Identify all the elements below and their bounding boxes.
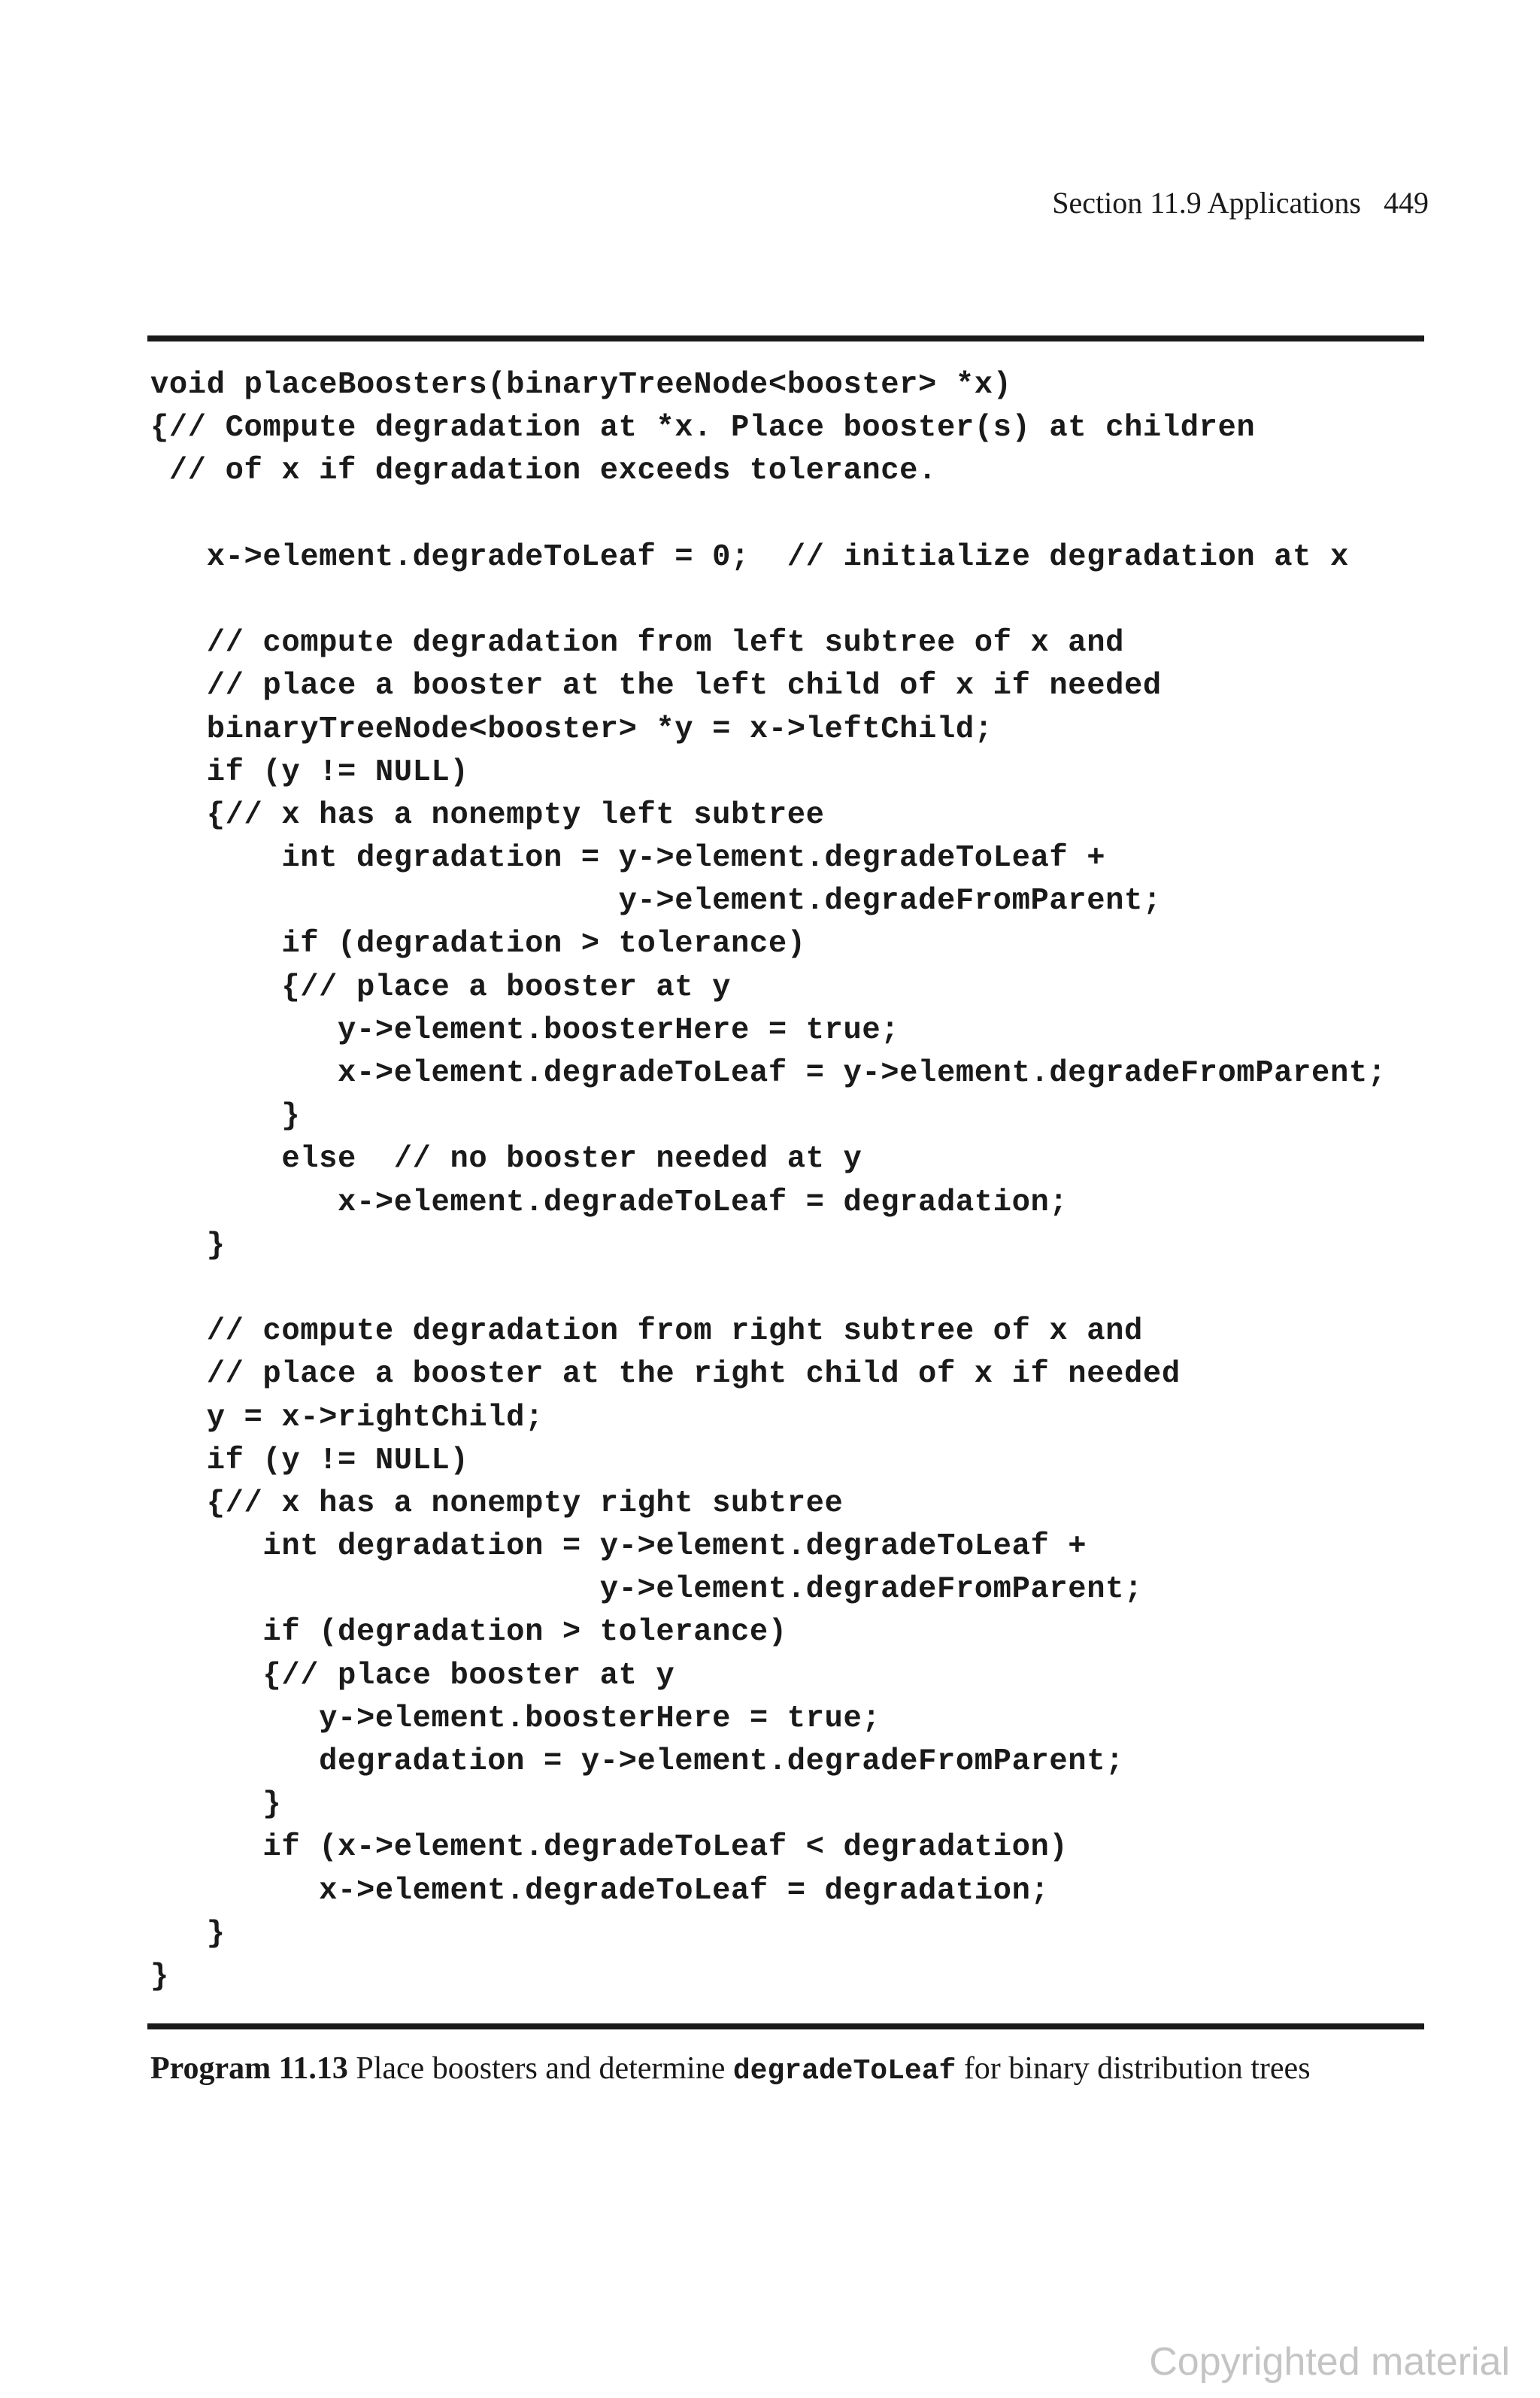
running-title: Section 11.9 Applications: [1052, 186, 1361, 220]
code-line: int degradation = y->element.degradeToLeaf +: [150, 1529, 1087, 1565]
code-line: if (x->element.degradeToLeaf < degradation): [150, 1830, 1069, 1865]
caption-code-term: degradeToLeaf: [732, 2055, 956, 2087]
caption-label: Program 11.13: [150, 2051, 348, 2086]
code-line: void placeBoosters(binaryTreeNode<booster> *x): [150, 368, 1012, 402]
code-listing: [150, 364, 1421, 1999]
code-line: // place a booster at the right child of x if needed: [150, 1357, 1181, 1392]
code-line: }: [150, 1099, 301, 1134]
code-line: }: [150, 1787, 282, 1823]
code-line: y->element.boosterHere = true;: [150, 1012, 900, 1048]
copyright-watermark: Copyrighted material: [1149, 2340, 1510, 2384]
code-line: {// x has a nonempty right subtree: [150, 1486, 844, 1521]
page-number: 449: [1384, 186, 1429, 220]
code-line: [150, 579, 1421, 622]
code-line: if (y != NULL): [150, 1443, 469, 1478]
code-line: else // no booster needed at y: [150, 1142, 862, 1177]
code-line: [150, 493, 1421, 536]
program-caption: [150, 2046, 1421, 2094]
code-line: {// place a booster at y: [150, 970, 732, 1005]
code-line: }: [150, 1228, 226, 1263]
code-line: y->element.boosterHere = true;: [150, 1701, 881, 1736]
bottom-rule: [147, 2023, 1424, 2029]
code-line: [150, 1267, 1421, 1310]
code-line: y->element.degradeFromParent;: [150, 1572, 1143, 1607]
code-line: y = x->rightChild;: [150, 1400, 544, 1435]
code-line: x->element.degradeToLeaf = degradation;: [150, 1873, 1050, 1908]
code-line: }: [150, 1959, 169, 1994]
code-line: int degradation = y->element.degradeToLeaf +: [150, 841, 1106, 876]
caption-text-before: Place boosters and determine: [347, 2051, 733, 2086]
code-line: if (y != NULL): [150, 754, 469, 790]
code-line: y->element.degradeFromParent;: [150, 884, 1162, 919]
code-line: degradation = y->element.degradeFromParent;: [150, 1744, 1125, 1779]
running-head: [1052, 185, 1429, 221]
code-line: x->element.degradeToLeaf = y->element.degradeFromParent;: [150, 1056, 1387, 1091]
top-rule: [147, 335, 1424, 341]
code-line: x->element.degradeToLeaf = degradation;: [150, 1185, 1069, 1220]
code-line: if (degradation > tolerance): [150, 927, 806, 962]
caption-text-after: for binary distribution trees: [956, 2051, 1311, 2086]
code-line: // compute degradation from left subtree of x and: [150, 626, 1125, 661]
code-line: }: [150, 1916, 226, 1951]
code-line: // place a booster at the left child of x if needed: [150, 669, 1162, 704]
code-line: // of x if degradation exceeds tolerance.: [150, 454, 937, 489]
code-line: binaryTreeNode<booster> *y = x->leftChild;: [150, 712, 993, 747]
code-line: {// Compute degradation at *x. Place booster(s) at children: [150, 411, 1256, 446]
code-line: x->element.degradeToLeaf = 0; // initialize degradation at x: [150, 539, 1349, 575]
code-line: if (degradation > tolerance): [150, 1615, 787, 1650]
code-line: {// x has a nonempty left subtree: [150, 797, 825, 833]
code-line: // compute degradation from right subtree of x and: [150, 1314, 1143, 1349]
code-line: {// place booster at y: [150, 1658, 675, 1693]
